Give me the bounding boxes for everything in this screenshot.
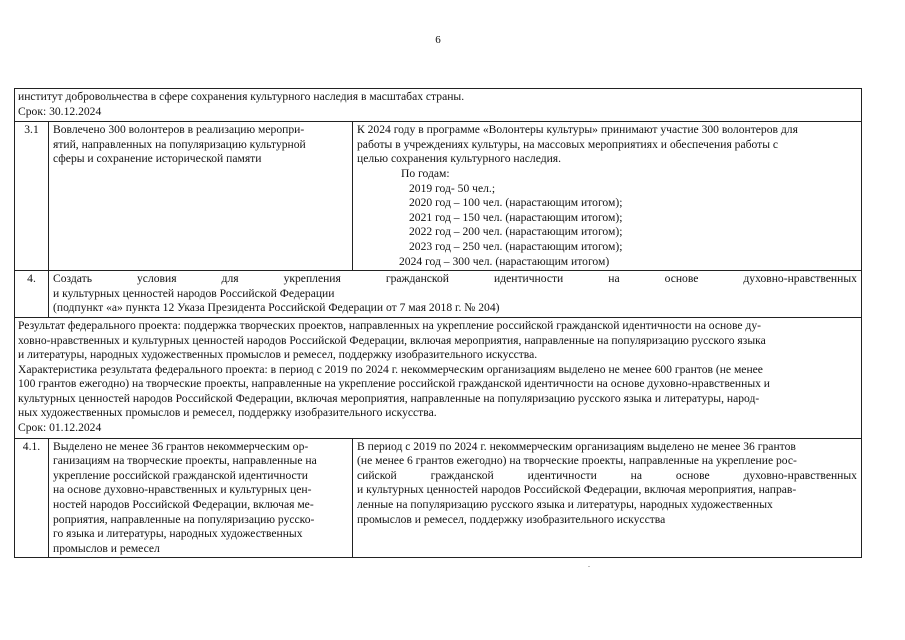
year-item: 2020 год – 100 чел. (нарастающим итогом);: [409, 196, 623, 210]
result-line: 100 грантов ежегодно) на творческие проекты, направленные на укрепление российской гражданской идентичности на основе духовно-нравственных и: [18, 377, 771, 391]
result-deadline: Срок: 01.12.2024: [18, 421, 102, 435]
intro-row: [15, 89, 861, 121]
row-number: 4.: [15, 271, 49, 317]
description-line: К 2024 году в программе «Волонтеры культуры» принимают участие 300 волонтеров для: [357, 123, 798, 137]
task-line: сферы и сохранение исторической памяти: [53, 152, 262, 166]
task-line: и культурных ценностей народов Российской Федерации: [53, 286, 335, 300]
row-3-1-description: [353, 122, 861, 270]
result-line: Характеристика результата федерального проекта: в период с 2019 по 2024 г. некоммерческим организациям выделено не менее 600 грантов (не менее: [18, 362, 763, 376]
result-block: [15, 317, 861, 438]
word: на: [608, 272, 620, 286]
row-4-task: [49, 271, 861, 317]
description-line-justified: [357, 469, 857, 484]
task-line: ностей народов Российской Федерации, включая ме-: [53, 498, 314, 512]
word: сийской: [357, 468, 397, 482]
row-4-1-task: [49, 439, 353, 558]
task-line: ятий, направленных на популяризацию культурной: [53, 137, 306, 151]
document-table: [14, 88, 862, 558]
result-line: ховно-нравственных и культурных ценностей народов Российской Федерации, включая мероприятия, направленные на популяризацию русского языка: [18, 333, 766, 347]
task-line-justified: [53, 272, 857, 287]
task-line: го языка и литературы, народных художественных: [53, 527, 303, 541]
word: гражданской: [385, 272, 449, 286]
description-line: промыслов и ремесел, поддержку изобразительного искусства: [357, 512, 666, 526]
year-item: 2022 год – 200 чел. (нарастающим итогом);: [409, 225, 623, 239]
task-line: Выделено не менее 36 грантов некоммерческим ор-: [53, 439, 309, 453]
year-item: 2021 год – 150 чел. (нарастающим итогом);: [409, 210, 623, 224]
word: укрепления: [283, 272, 341, 286]
table-row-4-1: [15, 438, 861, 558]
word: на: [630, 468, 643, 482]
description-line: целью сохранения культурного наследия.: [357, 152, 562, 166]
word: идентичности: [493, 272, 564, 286]
row-4-1-description: [353, 439, 861, 558]
result-line: ных художественных промыслов и ремесел, поддержку изобразительного искусства.: [18, 406, 437, 420]
page-number: 6: [435, 34, 441, 46]
years-list: [357, 167, 857, 269]
scan-speck: [588, 566, 590, 567]
row-number: 3.1: [15, 122, 49, 270]
word: идентичности: [527, 468, 597, 482]
word: для: [221, 272, 239, 286]
word: духовно-нравственных: [743, 272, 857, 286]
description-line: ленные на популяризацию русского языка и литературы, народных художественных: [357, 498, 773, 512]
word: основе: [675, 468, 710, 482]
description-line: и культурных ценностей народов Российской Федерации, включая мероприятия, направ-: [357, 483, 797, 497]
year-item: 2023 год – 250 чел. (нарастающим итогом);: [409, 239, 623, 253]
description-line: работы в учреждениях культуры, на массовых мероприятиях и обеспечения работы с: [357, 137, 779, 151]
result-line: Результат федерального проекта: поддержка творческих проектов, направленных на укрепление российской гражданской идентичности на основе ду-: [18, 318, 761, 332]
table-row-4: [15, 270, 861, 317]
row-3-1-task: [49, 122, 353, 270]
result-line: культурных ценностей народов Российской Федерации, включая мероприятия, направленные на популяризацию русского языка и литературы, народ-: [18, 391, 760, 405]
intro-text: институт добровольчества в сфере сохранения культурного наследия в масштабах страны.: [18, 90, 465, 103]
year-item: 2024 год – 300 чел. (нарастающим итогом): [399, 254, 610, 268]
task-line: (подпункт «а» пункта 12 Указа Президента Российской Федерации от 7 мая 2018 г. № 204): [53, 301, 500, 315]
task-line: на основе духовно-нравственных и культурных цен-: [53, 483, 312, 497]
task-line: Вовлечено 300 волонтеров в реализацию меропри-: [53, 123, 305, 137]
word: Создать: [53, 272, 92, 286]
year-item: 2019 год- 50 чел.;: [409, 181, 496, 195]
word: духовно-нравственных: [743, 468, 857, 482]
description-line: В период с 2019 по 2024 г. некоммерческим организациям выделено не менее 36 грантов: [357, 439, 796, 453]
word: условия: [137, 272, 177, 286]
task-line: роприятия, направленные на популяризацию русско-: [53, 512, 315, 526]
result-line: и литературы, народных художественных промыслов и ремесел, поддержку изобразительного искусства.: [18, 348, 538, 362]
word: основе: [664, 272, 699, 286]
row-number: 4.1.: [15, 439, 49, 558]
intro-deadline: Срок: 30.12.2024: [18, 104, 102, 118]
description-line: (не менее 6 грантов ежегодно) на творческие проекты, направленные на укрепление рос-: [357, 454, 797, 468]
task-line: промыслов и ремесел: [53, 541, 160, 555]
task-line: укрепление российской гражданской идентичности: [53, 468, 308, 482]
years-title: По годам:: [401, 166, 450, 180]
table-row-3-1: [15, 121, 861, 270]
task-line: ганизациям на творческие проекты, направленные на: [53, 454, 317, 468]
word: гражданской: [430, 468, 494, 482]
